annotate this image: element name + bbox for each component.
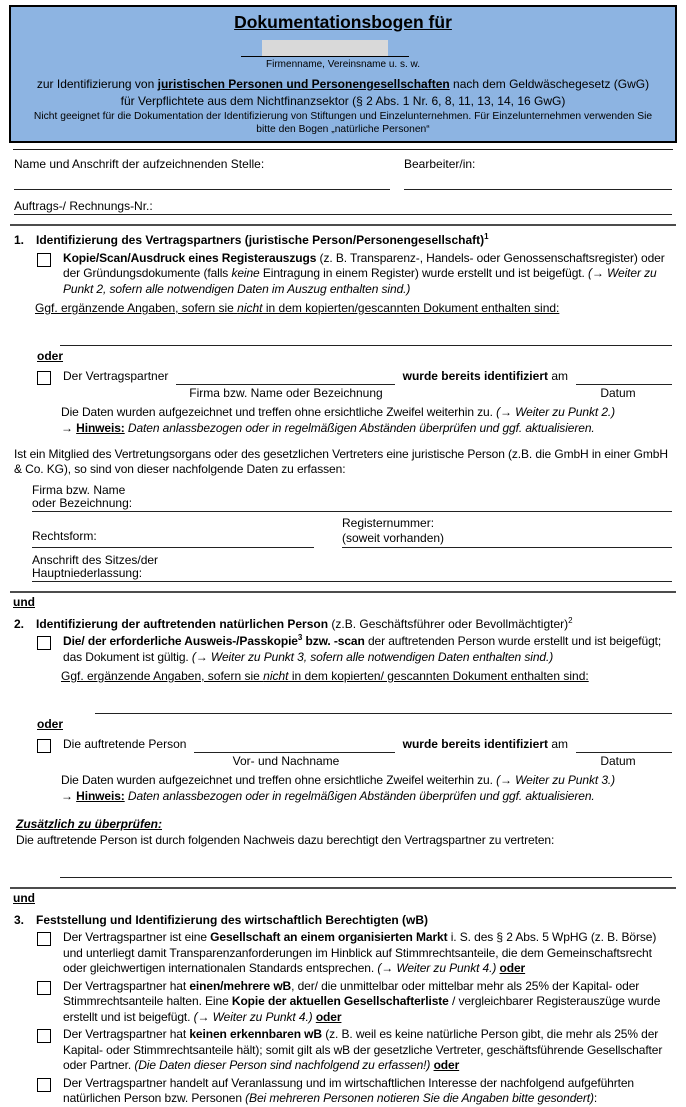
authorization-proof-input-line[interactable] xyxy=(60,849,672,878)
order-number-label: Auftrags-/ Rechnungs-Nr.: xyxy=(14,199,153,213)
header-note: Nicht geeignet für die Dokumentation der Identifizierung von Stiftungen und Einzelunternehmen. Für Einzelunternehmen verwenden Sie bitte den Bogen „natürliche Personen“ xyxy=(33,111,653,135)
clerk-label: Bearbeiter/in: xyxy=(404,157,476,171)
clerk-input-line[interactable] xyxy=(404,189,672,190)
form-title: Dokumentationsbogen für xyxy=(234,12,452,32)
form-header xyxy=(9,5,677,143)
section-1 xyxy=(0,233,686,582)
company-name-field[interactable]: Firma bzw. Name oder Bezeichnung: xyxy=(32,484,672,512)
person-date-input-line[interactable] xyxy=(576,738,672,753)
checkbox-organized-market[interactable] xyxy=(37,932,51,946)
document-page xyxy=(0,5,686,1105)
register-number-field[interactable]: Registernummer: (soweit vorhanden) xyxy=(342,516,672,548)
head-office-address-field[interactable]: Anschrift des Sitzes/der Hauptniederlassung: xyxy=(32,554,672,582)
redacted-company-name xyxy=(262,40,388,56)
section-1-number: 1. xyxy=(14,233,25,247)
partner-name-input-line[interactable] xyxy=(176,370,394,385)
checkbox-acting-on-behalf[interactable] xyxy=(37,1078,51,1092)
has-beneficial-owner-item: Der Vertragspartner hat einen/mehrere wB, der/ die unmittelbar oder mittelbar mehr als 25% der Kapital- oder Stimmrechtsanteile halten. Eine Kopie der aktuellen Gesellschafterliste / vergleichbarer Registerauszüge wurde erstellt und ist beigefügt. (→ Weiter zu Punkt 4.) oder xyxy=(37,979,672,1026)
section-3-number: 3. xyxy=(14,912,25,927)
already-identified-row-2: Die auftretende Person wurde bereits identifiziert am xyxy=(37,737,672,753)
hinweis-paragraph-2: → Hinweis: Daten anlassbezogen oder in regelmäßigen Abständen überprüfen und ggf. aktualisieren. xyxy=(61,789,595,803)
supplementary-note-2: Ggf. ergänzende Angaben, sofern sie nicht in dem kopierten/ gescannten Dokument enthalten sind: xyxy=(61,669,589,683)
supplementary-input-line-1[interactable] xyxy=(60,317,672,346)
person-name-input-line[interactable] xyxy=(194,738,394,753)
no-identifiable-beneficial-owner-item: Der Vertragspartner hat keinen erkennbaren wB (z. B. weil es keine natürliche Person gibt, die mehr als 25% der Kapital- oder Stimmrechtsanteile hält); somit gilt als wB der gesetzliche Vertreter, geschäftsführende Gesellschafter oder Partner. (Die Daten dieser Person sind nachfolgend zu erfassen!) oder xyxy=(37,1027,672,1074)
company-name-caption: Firmenname, Vereinsname u. s. w. xyxy=(266,59,420,70)
additional-check-heading: Zusätzlich zu überprüfen: xyxy=(16,816,163,831)
header-divider xyxy=(13,149,673,150)
meta-fields xyxy=(14,157,672,215)
additional-check-text: Die auftretende Person ist durch folgenden Nachweis dazu berechtigt den Vertragspartner zu vertreten: xyxy=(16,833,555,847)
hinweis-paragraph-1: → Hinweis: Daten anlassbezogen oder in regelmäßigen Abständen überprüfen und ggf. aktualisieren. xyxy=(61,421,595,435)
header-scope-line: für Verpflichtete aus dem Nichtfinanzsektor (§ 2 Abs. 1 Nr. 6, 8, 11, 13, 14, 16 GwG) xyxy=(120,94,566,108)
section-3-heading: 3. Feststellung und Identifizierung des wirtschaftlich Berechtigten (wB) xyxy=(14,912,429,927)
checkbox-has-beneficial-owner[interactable] xyxy=(37,981,51,995)
section-divider xyxy=(10,887,676,889)
recording-office-label: Name und Anschrift der aufzeichnenden Stelle: xyxy=(14,157,265,171)
checkbox-no-identifiable-beneficial-owner[interactable] xyxy=(37,1029,51,1043)
section-1-heading: 1. Identifizierung des Vertragspartners (juristische Person/Personengesellschaft)$^1$ xyxy=(14,232,489,247)
checkbox-already-identified-partner[interactable] xyxy=(37,371,51,385)
already-identified-row-1: Der Vertragspartner wurde bereits identifiziert am xyxy=(37,369,672,385)
section-2-number: 2. xyxy=(14,616,25,631)
member-paragraph: Ist ein Mitglied des Vertretungsorgans oder des gesetzlichen Vertreters eine juristische Person (z.B. die GmbH in einer GmbH & Co. KG), so sind von dieser nachfolgende Daten zu erfassen: xyxy=(14,446,668,476)
legal-form-field[interactable]: Rechtsform: xyxy=(32,516,314,548)
section-divider xyxy=(10,591,676,593)
section-2-heading: 2. Identifizierung der auftretenden natürlichen Person (z.B. Geschäftsführer oder Bevollmächtigter)$^2$ xyxy=(14,615,573,631)
or-connector-2: oder xyxy=(37,716,64,731)
data-valid-paragraph-2: Die Daten wurden aufgezeichnet und treffen ohne ersichtliche Zweifel weiterhin zu. (→ Weiter zu Punkt 3.) xyxy=(61,772,616,787)
recording-office-input-line[interactable] xyxy=(14,189,390,190)
checkbox-id-copy[interactable] xyxy=(37,636,51,650)
header-purpose-line: zur Identifizierung von juristischen Personen und Personengesellschaften nach dem Geldwäschegesetz (GwG) xyxy=(36,77,650,91)
id-copy-item: Die/ der erforderliche Ausweis-/Passkopie$^3$ bzw. -scan der auftretenden Person wurde erstellt und ist beigefügt; das Dokument ist gültig. (→ Weiter zu Punkt 3, sofern alle notwendigen Daten enthalten sind.) xyxy=(37,634,672,665)
already-identified-labels-1: Firma bzw. Name oder Bezeichnung Datum xyxy=(189,385,636,400)
already-identified-labels-2: Vor- und Nachname Datum xyxy=(232,753,636,768)
and-connector-2: und xyxy=(13,890,35,905)
legalform-registernumber-fields xyxy=(32,516,672,548)
register-copy-item: Kopie/Scan/Ausdruck eines Registerauszugs (z. B. Transparenz-, Handels- oder Genossenschaftsregister) oder der Gründungsdokumente (falls keine Eintragung in einem Register) wurde erstellt und ist beigefügt. (→ Weiter zu Punkt 2, sofern alle notwendigen Daten im Auszug enthalten sind.) xyxy=(37,251,672,298)
or-connector-1: oder xyxy=(37,348,64,363)
section-3 xyxy=(0,913,686,1107)
acting-on-behalf-item: Der Vertragspartner handelt auf Veranlassung und im wirtschaftlichen Interesse der nachfolgend aufgeführten natürlichen Person bzw. Personen (Bei mehreren Personen notieren Sie die Angaben bitte gesondert): xyxy=(37,1076,672,1107)
company-name-line[interactable] xyxy=(241,40,409,57)
order-number-input-line[interactable] xyxy=(14,214,672,215)
section-2 xyxy=(0,617,686,878)
checkbox-register-copy[interactable] xyxy=(37,253,51,267)
organized-market-item: Der Vertragspartner ist eine Gesellschaft an einem organisierten Markt i. S. des § 2 Abs. 5 WpHG (z. B. Börse) und unterliegt damit Transparenzanforderungen im Hinblick auf Stimmrechtsanteile, die dem Gemeinschaftsrecht oder gleichwertigen internationalen Standards entsprechen. (→ Weiter zu Punkt 4.) oder xyxy=(37,930,672,977)
partner-date-input-line[interactable] xyxy=(576,370,672,385)
section-divider xyxy=(10,224,676,226)
and-connector-1: und xyxy=(13,594,35,609)
checkbox-already-identified-person[interactable] xyxy=(37,739,51,753)
supplementary-note-1: Ggf. ergänzende Angaben, sofern sie nicht in dem kopierten/gescannten Dokument enthalten sind: xyxy=(35,301,560,315)
supplementary-input-line-2[interactable] xyxy=(95,685,672,714)
data-valid-paragraph-1: Die Daten wurden aufgezeichnet und treffen ohne ersichtliche Zweifel weiterhin zu. (→ Weiter zu Punkt 2.) xyxy=(61,404,616,419)
